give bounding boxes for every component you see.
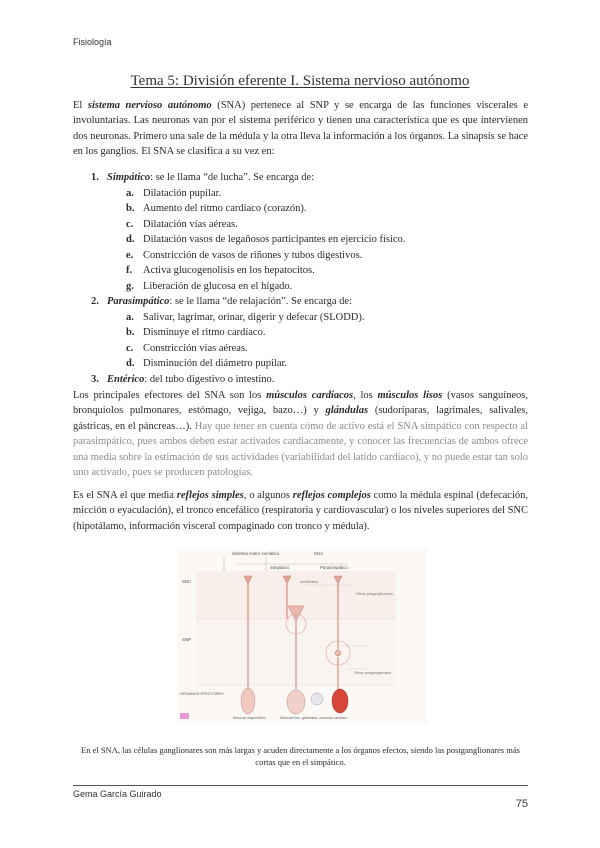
list-subitem: d. Disminución del diámetro pupilar. (126, 358, 288, 369)
list-subitem: b. Disminuye el ritmo cardíaco. (126, 327, 266, 338)
term-complex-reflexes: reflejos complejos (292, 490, 371, 501)
figure-caption: En el SNA, las células ganglionares son más largas y acuden directamente a los órganos efectos, siendo las postganglionares más cortas que en el simpático. (81, 745, 520, 767)
row-snc-label: SNC (182, 579, 192, 584)
list-item: 2. Parasimpático: se le llama “de relajación”. Se encarga de: (91, 296, 353, 307)
list-subitem: b. Aumento del ritmo cardíaco (corazón). (126, 203, 307, 214)
list-subitem: e. Constricción de vasos de riñones y tubos digestivos. (126, 249, 363, 261)
list-item: 1. Simpático: se le llama “de lucha”. Se encarga de: (91, 172, 315, 183)
col-sympathetic-label: Simpático (270, 565, 290, 570)
term-simple-reflexes: reflejos simples (176, 490, 244, 501)
term-enteric: Entérico (107, 373, 145, 385)
preganglionic-label: Fibras preganglionares (356, 592, 393, 596)
page-title: Tema 5: División eferente I. Sistema nervioso autónomo (130, 73, 470, 89)
list-subitem: d. Dilatación vasos de legañosos participantes en ejercicio físico. (126, 234, 406, 245)
term-parasympathetic: Parasimpático (107, 296, 170, 307)
term-sympathetic: Simpático (107, 172, 151, 183)
postganglionic-label: Fibras posganglionares (354, 671, 392, 675)
list-subitem: g. Liberación de glucosa en el hígado. (126, 280, 293, 292)
list-item: 3. Entérico: del tubo digestivo o intestino. (91, 373, 275, 385)
ach-label: Acetilcolina (300, 580, 319, 584)
list-subitem: c. Constricción vías aéreas. (126, 342, 248, 354)
reflexes-paragraph: Es el SNA el que media reflejos simples, o algunos reflejos complejos como la médula espinal (defecación, micción o eyaculación), el tronco encefálico (respiratoria y cardiovascular) o los niveles superiores del SNC (hipotálamo, información visceral compaginado con tronco y médula). (73, 490, 528, 532)
list-subitem: a. Salivar, lagrimar, orinar, digerir y defecar (SLODD). (126, 311, 365, 323)
list-subitem: a. Dilatación pupilar. (126, 187, 222, 199)
page-header: Fisiología (73, 37, 112, 47)
figure-tag-mark (180, 713, 189, 719)
list-subitem: c. Dilatación vías aéreas. (126, 218, 238, 230)
footer-author: Gema García Guirado (73, 789, 162, 799)
ans-diagram-figure (178, 549, 427, 723)
col-somatic-label: Sistema motor somático (232, 551, 280, 556)
effectors-paragraph: Los principales efectores del SNA son los músculos cardíacos, los músculos lisos (vasos sanguíneos, bronquiolos pulmonares, estómago, vejiga, bazo…) y glándulas (sudoríparas, lagrimales, salivales, gástricas, en el páncreas…). Hay que tener en cuenta cómo de activo está el SNA simpático con respecto al parasimpático, pues ambos deben estar activados cardiacamente, y conocer las frecuencias de ambos ofrece una media sobre la estimación de sus actividades (variabilidad del latido cardíaco), y no puede estar tan solo uno activado, pues se producen patologías. (73, 390, 528, 479)
page-number: 75 (515, 798, 528, 810)
term-glands: glándulas (325, 405, 369, 417)
smooth-muscle-label: Músculo liso, glándulas, músculo cardíaco (280, 716, 348, 720)
ans-diagram (178, 549, 427, 723)
term-smooth-muscle: músculos lisos (377, 390, 443, 401)
row-effectors-label: ÓRGANOS EFECTORES (180, 692, 224, 696)
skeletal-muscle-label: Músculo esquelético (233, 716, 266, 720)
term-cardiac-muscle: músculos cardíacos (266, 390, 354, 401)
sna-classification-list (73, 170, 528, 387)
term-sna: sistema nervioso autónomo (87, 100, 212, 111)
footer-divider (73, 785, 528, 786)
intro-paragraph: El sistema nervioso autónomo (SNA) pertenece al SNP y se encarga de las funciones viscerales e involuntarias. Las neuronas van por el sistema periférico y tienen una característica que es que intervienen dos neuronas. Primero una sale de la médula y la otra lleva la información a los órganos. La sinapsis se hace en los ganglios. El SNA se clasifica a su vez en: (73, 100, 528, 158)
row-snp-label: SNP (182, 637, 192, 642)
col-sna-label: SNA (314, 551, 324, 556)
list-subitem: f. Activa glucogenolisis en los hepatocitos. (126, 265, 315, 276)
gray-note: Hay que tener en cuenta cómo de activo está el SNA simpático con respecto al parasimpático, pues ambos deben estar activados cardiacamente, y conocer las frecuencias de ambos ofrece una media sobre la estimación de sus actividades (variabilidad del latido cardíaco), y no puede estar tan solo uno activado, pues se producen patologías. (73, 420, 528, 479)
col-parasympathetic-label: Parasimpático (320, 565, 348, 570)
